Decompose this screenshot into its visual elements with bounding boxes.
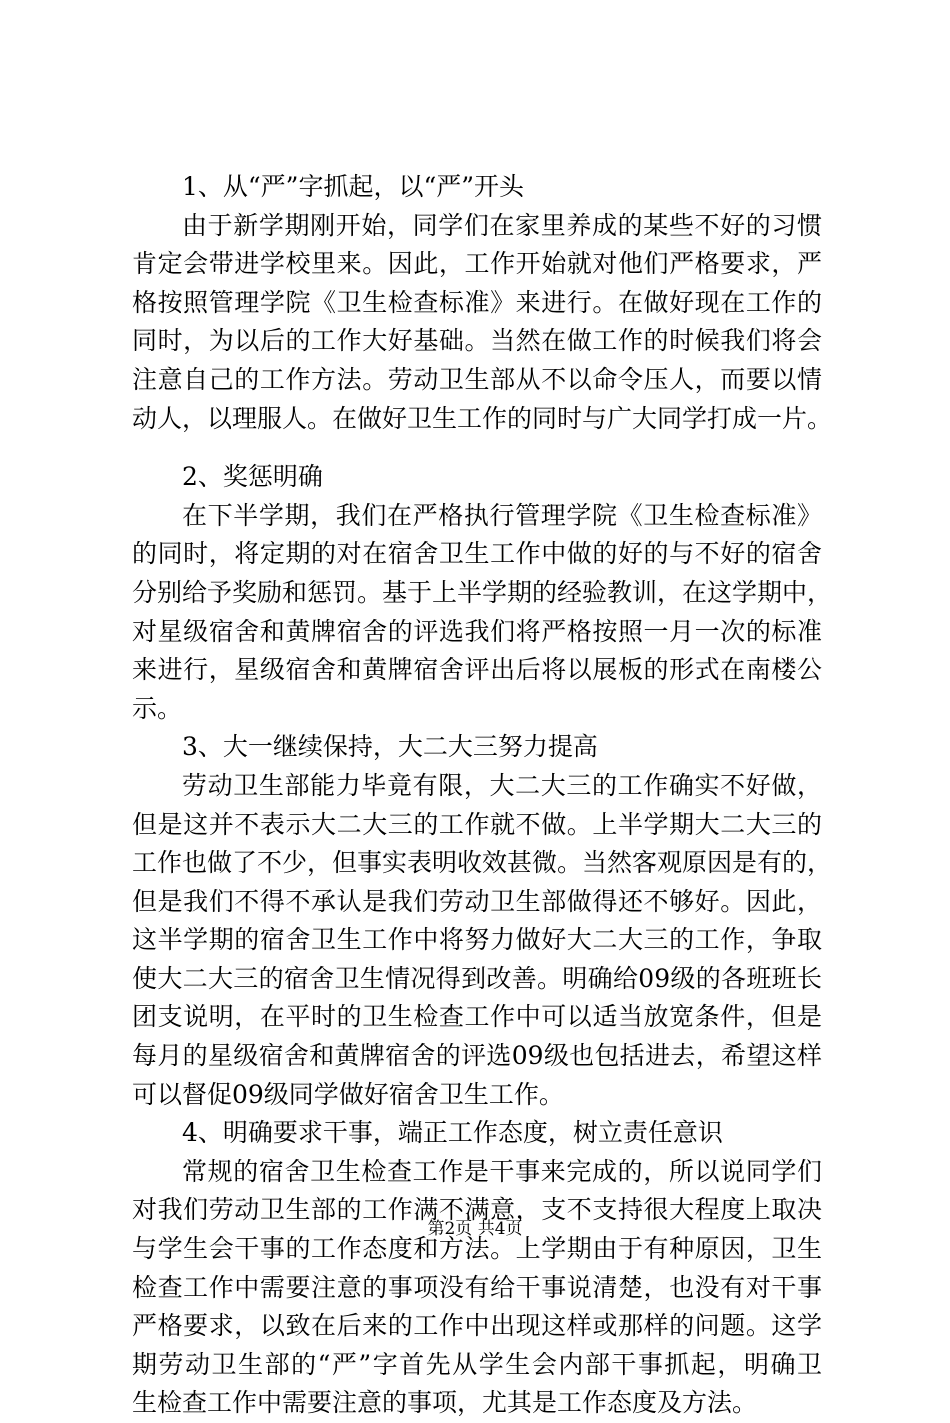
text-line: 可以督促09级同学做好宿舍卫生工作。 bbox=[132, 1079, 564, 1109]
text-line: 注意自己的工作方法。劳动卫生部从不以命令压人，而要以情 bbox=[132, 364, 822, 394]
text-line: 由于新学期刚开始，同学们在家里养成的某些不好的习惯 bbox=[182, 210, 822, 240]
text-line: 期劳动卫生部的“严”字首先从学生会内部干事抓起，明确卫 bbox=[132, 1349, 822, 1379]
text-line: 劳动卫生部能力毕竟有限，大二大三的工作确实不好做， bbox=[182, 770, 822, 800]
text-line: 4、明确要求干事，端正工作态度，树立责任意识 bbox=[182, 1118, 723, 1148]
text-line: 生检查工作中需要注意的事项，尤其是工作态度及方法。 bbox=[132, 1388, 758, 1418]
text-line: 来进行，星级宿舍和黄牌宿舍评出后将以展板的形式在南楼公 bbox=[132, 655, 822, 685]
text-line: 工作也做了不少，但事实表明收效甚微。当然客观原因是有的， bbox=[132, 848, 833, 878]
text-line: 3、大一继续保持，大二大三努力提高 bbox=[182, 732, 598, 762]
paragraph-gap bbox=[132, 438, 822, 458]
text-line: 但是这并不表示大二大三的工作就不做。上半学期大二大三的 bbox=[132, 809, 822, 839]
text-line: 团支说明，在平时的卫生检查工作中可以适当放宽条件，但是 bbox=[132, 1002, 822, 1032]
text-line: 同时，为以后的工作大好基础。当然在做工作的时候我们将会 bbox=[132, 326, 822, 356]
page-footer: 第2页 共4页 bbox=[427, 1219, 523, 1239]
text-line: 检查工作中需要注意的事项没有给干事说清楚，也没有对干事 bbox=[132, 1272, 822, 1302]
text-line: 在下半学期，我们在严格执行管理学院《卫生检查标准》 bbox=[182, 500, 822, 530]
text-line: 的同时，将定期的对在宿舍卫生工作中做的好的与不好的宿舍 bbox=[132, 539, 822, 569]
text-line: 对我们劳动卫生部的工作满不满意，支不支持很大程度上取决 bbox=[132, 1195, 822, 1225]
text-line: 格按照管理学院《卫生检查标准》来进行。在做好现在工作的 bbox=[132, 287, 822, 317]
text-line: 与学生会干事的工作态度和方法。上学期由于有种原因，卫生 bbox=[132, 1234, 822, 1264]
text-line: 1、从“严”字抓起，以“严”开头 bbox=[182, 172, 525, 201]
text-line: 分别给予奖励和惩罚。基于上半学期的经验教训，在这学期中， bbox=[132, 577, 833, 607]
text-line: 动人，以理服人。在做好卫生工作的同时与广大同学打成一片。 bbox=[132, 403, 833, 433]
text-line: 对星级宿舍和黄牌宿舍的评选我们将严格按照一月一次的标准 bbox=[132, 616, 822, 646]
text-line: 2、奖惩明确 bbox=[182, 462, 323, 492]
text-line: 示。 bbox=[132, 693, 183, 723]
text-line: 这半学期的宿舍卫生工作中将努力做好大二大三的工作，争取 bbox=[132, 925, 822, 955]
text-line: 肯定会带进学校里来。因此，工作开始就对他们严格要求，严 bbox=[132, 249, 822, 279]
text-line: 使大二大三的宿舍卫生情况得到改善。明确给09级的各班班长 bbox=[132, 963, 822, 993]
text-line: 常规的宿舍卫生检查工作是干事来完成的，所以说同学们 bbox=[182, 1156, 822, 1186]
text-line: 严格要求，以致在后来的工作中出现这样或那样的问题。这学 bbox=[132, 1311, 822, 1341]
text-line: 每月的星级宿舍和黄牌宿舍的评选09级也包括进去，希望这样 bbox=[132, 1041, 822, 1071]
text-line: 但是我们不得不承认是我们劳动卫生部做得还不够好。因此， bbox=[132, 886, 822, 916]
